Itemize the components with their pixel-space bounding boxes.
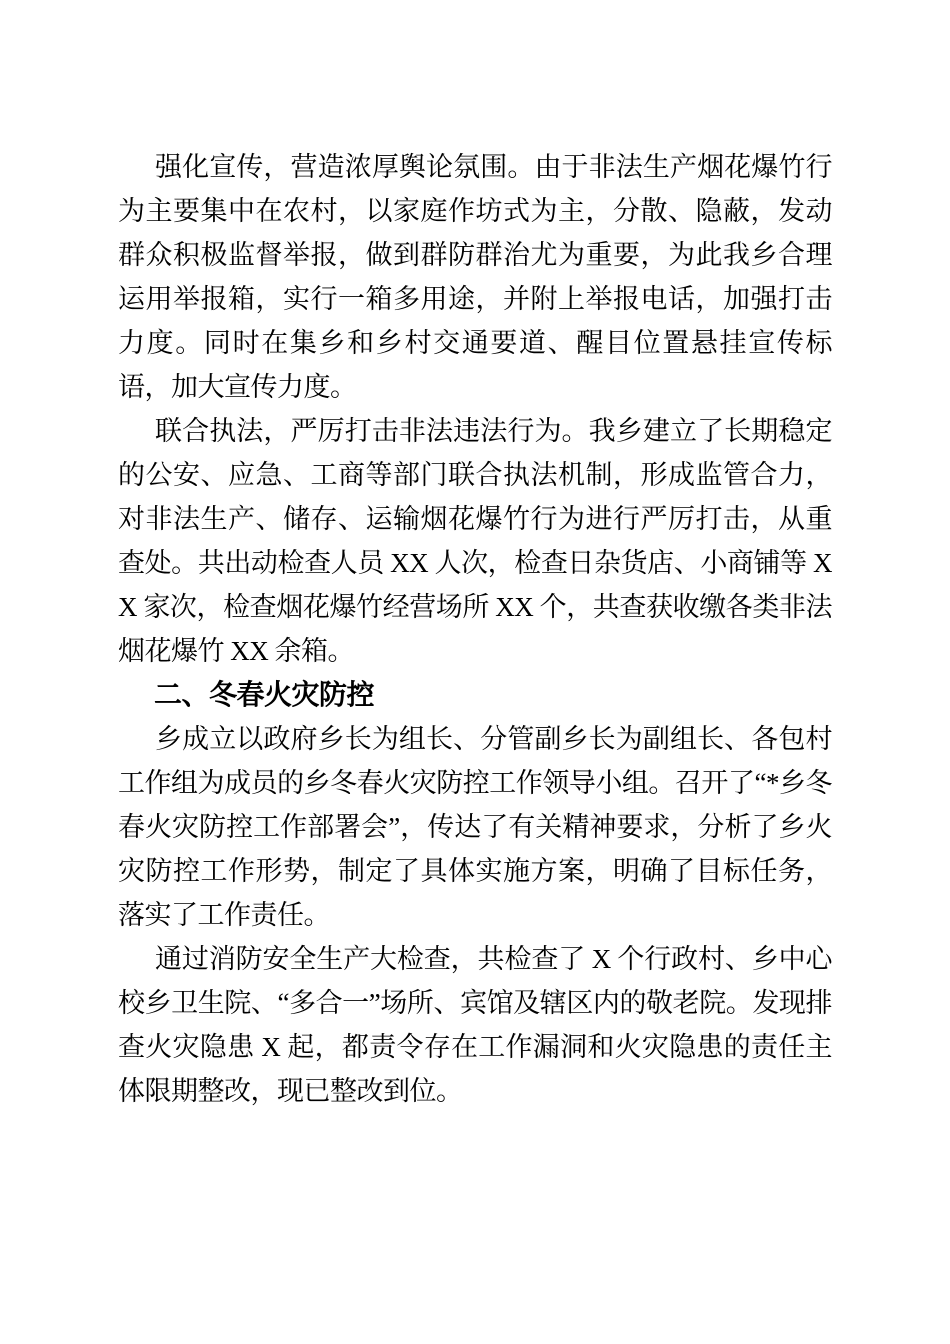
paragraph-leading-group: 乡成立以政府乡长为组长、分管副乡长为副组长、各包村工作组为成员的乡冬春火灾防控工作领导小组。召开了“*乡冬春火灾防控工作部署会”，传达了有关精神要求，分析了乡火灾防控工作形势，制定了具体实施方案，明确了目标任务，落实了工作责任。 bbox=[118, 724, 832, 930]
paragraph-joint-enforcement: 联合执法，严厉打击非法违法行为。我乡建立了长期稳定的公安、应急、工商等部门联合执法机制，形成监管合力，对非法生产、储存、运输烟花爆竹行为进行严厉打击，从重查处。共出动检查人员 XX 人次，检查日杂货店、小商铺等 XX 家次，检查烟花爆竹经营场所 XX 个，共查获收缴各类非法烟花爆竹 XX 余箱。 bbox=[118, 416, 832, 666]
section-heading-winter-spring-fire-prevention: 二、冬春火灾防控 bbox=[154, 679, 375, 710]
paragraph-fire-safety-inspection: 通过消防安全生产大检查，共检查了 X 个行政村、乡中心校乡卫生院、“多合一”场所、宾馆及辖区内的敬老院。发现排查火灾隐患 X 起，都责令存在工作漏洞和火灾隐患的责任主体限期整改，现已整改到位。 bbox=[118, 944, 832, 1106]
document-content bbox=[118, 145, 832, 1113]
paragraph-publicity-campaign: 强化宣传，营造浓厚舆论氛围。由于非法生产烟花爆竹行为主要集中在农村，以家庭作坊式为主，分散、隐蔽，发动群众积极监督举报，做到群防群治尤为重要，为此我乡合理运用举报箱，实行一箱多用途，并附上举报电话，加强打击力度。同时在集乡和乡村交通要道、醒目位置悬挂宣传标语，加大宣传力度。 bbox=[118, 152, 832, 402]
